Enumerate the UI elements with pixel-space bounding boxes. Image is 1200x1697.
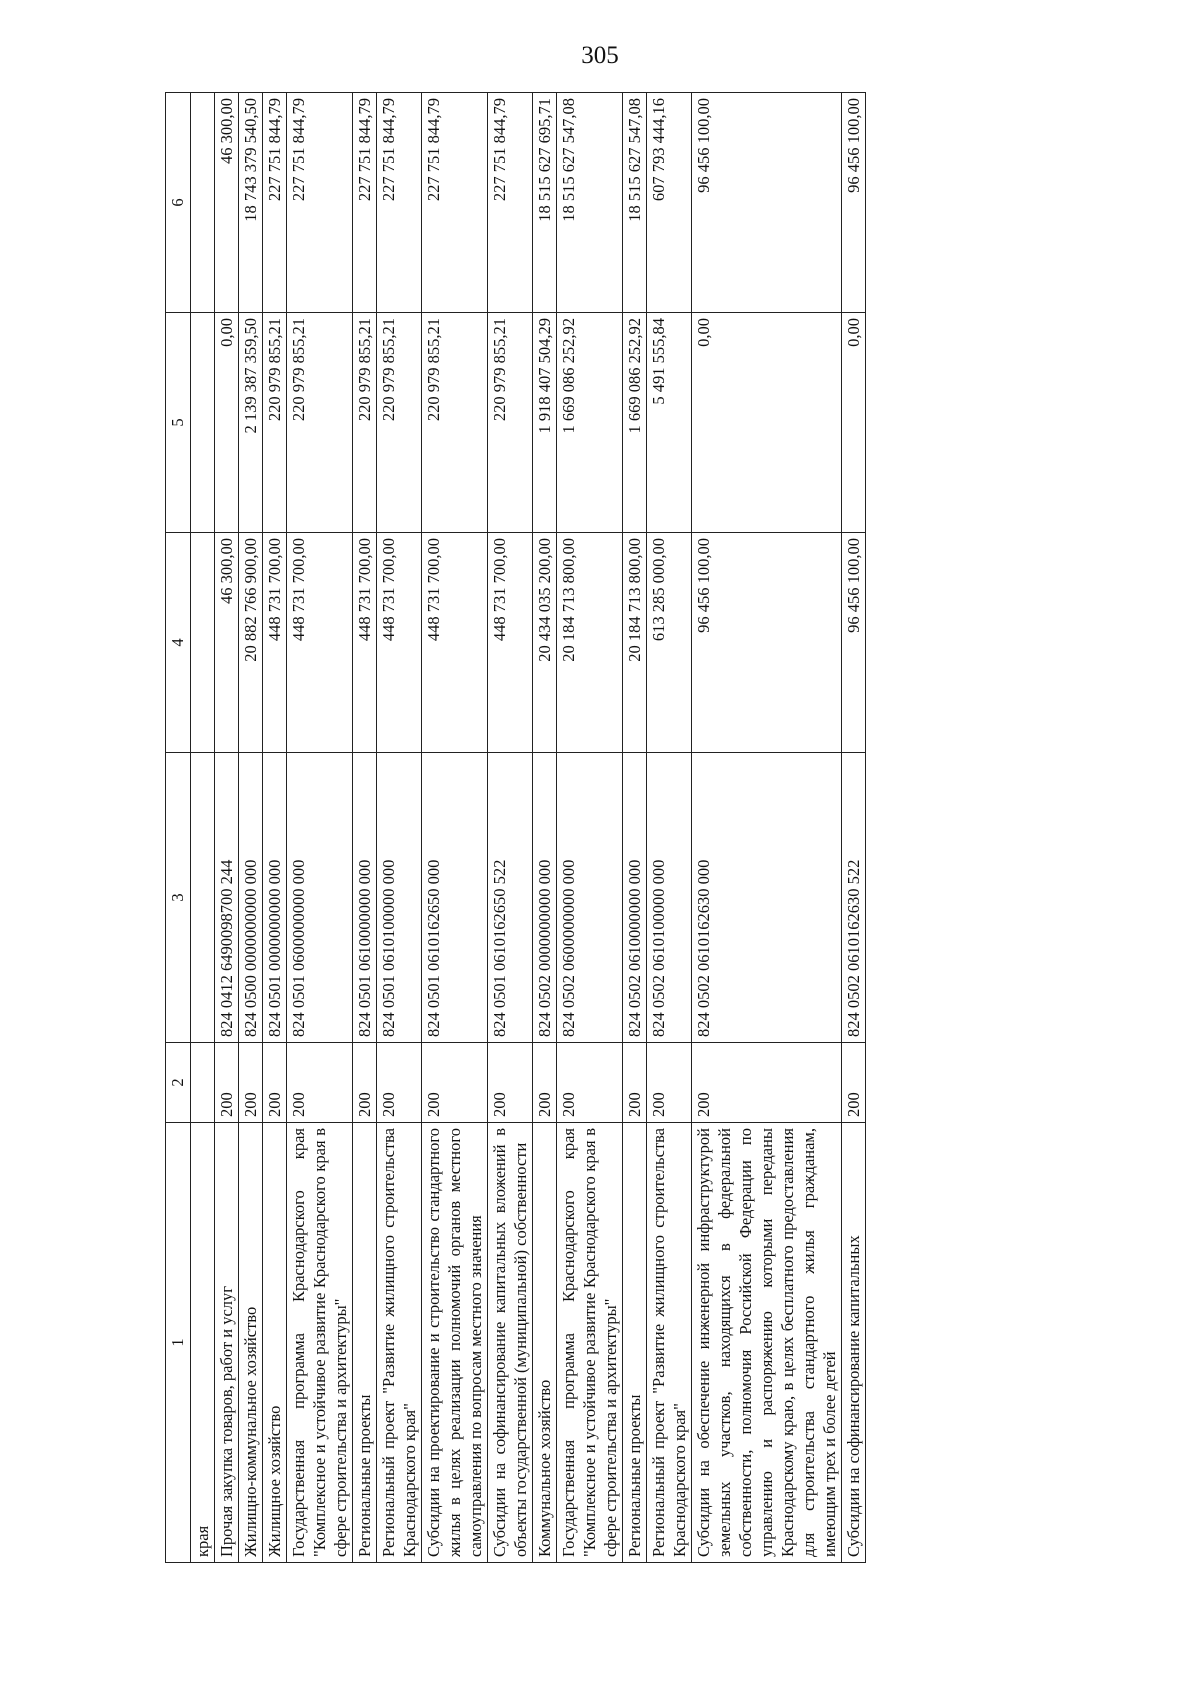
table-cell-c6: 18 515 627 695,71 — [533, 93, 557, 313]
table-cell-name: Прочая закупка товаров, работ и услуг — [215, 1123, 239, 1563]
table-cell-code: 824 0500 0000000000 000 — [239, 753, 263, 1043]
table-cell-code: 824 0412 6490098700 244 — [215, 753, 239, 1043]
table-row — [215, 93, 239, 1563]
table-cell-name: Региональные проекты — [353, 1123, 377, 1563]
page-number: 305 — [581, 42, 619, 69]
table-row — [191, 93, 215, 1563]
table-cell-code: 824 0502 0610162630 000 — [692, 753, 842, 1043]
table-cell-sec: 200 — [422, 1043, 488, 1123]
table-cell-sec — [191, 1043, 215, 1123]
table-cell-name: Региональные проекты — [623, 1123, 647, 1563]
table-cell-c5: 220 979 855,21 — [263, 313, 287, 533]
table-row — [842, 93, 866, 1563]
table-cell-c6: 227 751 844,79 — [287, 93, 353, 313]
table-cell-sec: 200 — [647, 1043, 692, 1123]
table-cell-sec: 200 — [263, 1043, 287, 1123]
header-cell: 5 — [166, 313, 191, 533]
table-cell-c6: 18 515 627 547,08 — [557, 93, 623, 313]
table-cell-c6: 227 751 844,79 — [263, 93, 287, 313]
table-cell-c6: 18 515 627 547,08 — [623, 93, 647, 313]
table-row — [488, 93, 533, 1563]
table-cell-name: Субсидии на обеспечение инженерной инфраструктурой земельных участков, находящихся в федеральной собственности, полномочия Российской Федерации по управлению и распоряжению которыми переданы Краснодарскому краю, в целях бесплатного предоставления для строительства стандартного жилья гражданам, имеющим трех и более детей — [692, 1123, 842, 1563]
table-cell-c6: 227 751 844,79 — [377, 93, 422, 313]
table-row — [353, 93, 377, 1563]
header-row — [166, 93, 191, 1563]
table-cell-c6: 227 751 844,79 — [488, 93, 533, 313]
table-cell-c6: 96 456 100,00 — [692, 93, 842, 313]
table-cell-c5: 1 918 407 504,29 — [533, 313, 557, 533]
table-cell-name: Государственная программа Краснодарского края "Комплексное и устойчивое развитие Краснодарского края в сфере строительства и архитектуры" — [557, 1123, 623, 1563]
table-cell-c4: 448 731 700,00 — [377, 533, 422, 753]
table-cell-name: Субсидии на софинансирование капитальных — [842, 1123, 866, 1563]
table-row — [377, 93, 422, 1563]
table-cell-sec: 200 — [239, 1043, 263, 1123]
table-cell-sec: 200 — [623, 1043, 647, 1123]
table-cell-c5: 220 979 855,21 — [422, 313, 488, 533]
table-cell-c4: 20 184 713 800,00 — [557, 533, 623, 753]
table-cell-c5: 220 979 855,21 — [377, 313, 422, 533]
table-cell-c6 — [191, 93, 215, 313]
table-cell-code: 824 0501 0610000000 000 — [353, 753, 377, 1043]
header-cell: 3 — [166, 753, 191, 1043]
table-cell-name: Государственная программа Краснодарского края "Комплексное и устойчивое развитие Краснодарского края в сфере строительства и архитектуры" — [287, 1123, 353, 1563]
table-row — [623, 93, 647, 1563]
table-cell-name: Субсидии на софинансирование капитальных вложений в объекты государственной (муниципальной) собственности — [488, 1123, 533, 1563]
table-cell-code: 824 0501 0000000000 000 — [263, 753, 287, 1043]
table-cell-name: Региональный проект "Развитие жилищного строительства Краснодарского края" — [377, 1123, 422, 1563]
table-cell-c4 — [191, 533, 215, 753]
table-cell-c6: 18 743 379 540,50 — [239, 93, 263, 313]
table-cell-c5: 2 139 387 359,50 — [239, 313, 263, 533]
table-cell-sec: 200 — [842, 1043, 866, 1123]
table-cell-c5: 220 979 855,21 — [353, 313, 377, 533]
table-cell-c4: 96 456 100,00 — [842, 533, 866, 753]
table-cell-c4: 20 184 713 800,00 — [623, 533, 647, 753]
table-cell-c5: 5 491 555,84 — [647, 313, 692, 533]
table-row — [239, 93, 263, 1563]
table-cell-code: 824 0502 0000000000 000 — [533, 753, 557, 1043]
table-cell-code: 824 0501 0610162650 522 — [488, 753, 533, 1043]
table-cell-sec: 200 — [215, 1043, 239, 1123]
table-cell-c4: 20 434 035 200,00 — [533, 533, 557, 753]
header-cell: 4 — [166, 533, 191, 753]
header-cell: 6 — [166, 93, 191, 313]
table-cell-c6: 607 793 444,16 — [647, 93, 692, 313]
table-cell-code: 824 0502 0610162630 522 — [842, 753, 866, 1043]
table-row — [647, 93, 692, 1563]
table-cell-sec: 200 — [488, 1043, 533, 1123]
table-cell-code: 824 0502 0600000000 000 — [557, 753, 623, 1043]
table-cell-c6: 227 751 844,79 — [353, 93, 377, 313]
table-cell-code: 824 0501 0600000000 000 — [287, 753, 353, 1043]
table-cell-c5: 1 669 086 252,92 — [557, 313, 623, 533]
table-cell-c4: 613 285 000,00 — [647, 533, 692, 753]
table-cell-sec: 200 — [353, 1043, 377, 1123]
table-cell-c6: 96 456 100,00 — [842, 93, 866, 313]
table-cell-sec: 200 — [692, 1043, 842, 1123]
table-row — [692, 93, 842, 1563]
table-cell-name: Региональный проект "Развитие жилищного строительства Краснодарского края" — [647, 1123, 692, 1563]
table-cell-name: Коммунальное хозяйство — [533, 1123, 557, 1563]
table-cell-code: 824 0501 0610100000 000 — [377, 753, 422, 1043]
table-cell-sec: 200 — [287, 1043, 353, 1123]
table-cell-c5: 0,00 — [842, 313, 866, 533]
table-cell-c6: 227 751 844,79 — [422, 93, 488, 313]
table-cell-code: 824 0502 0610000000 000 — [623, 753, 647, 1043]
table-cell-name: Жилищное хозяйство — [263, 1123, 287, 1563]
table-cell-code — [191, 753, 215, 1043]
table-row — [533, 93, 557, 1563]
table-cell-c5 — [191, 313, 215, 533]
table-cell-c4: 448 731 700,00 — [488, 533, 533, 753]
budget-table — [165, 92, 866, 1563]
table-cell-c5: 1 669 086 252,92 — [623, 313, 647, 533]
header-cell: 2 — [166, 1043, 191, 1123]
table-row — [263, 93, 287, 1563]
table-cell-sec: 200 — [557, 1043, 623, 1123]
table-row — [557, 93, 623, 1563]
table-cell-c5: 220 979 855,21 — [488, 313, 533, 533]
table-cell-name: Субсидии на проектирование и строительство стандартного жилья в целях реализации полномочий органов местного самоуправления по вопросам местного значения — [422, 1123, 488, 1563]
table-cell-name: Жилищно-коммунальное хозяйство — [239, 1123, 263, 1563]
table-cell-c4: 96 456 100,00 — [692, 533, 842, 753]
table-cell-c4: 46 300,00 — [215, 533, 239, 753]
table-cell-code: 824 0501 0610162650 000 — [422, 753, 488, 1043]
table-cell-c5: 220 979 855,21 — [287, 313, 353, 533]
table-cell-name: края — [191, 1123, 215, 1563]
table-cell-c4: 448 731 700,00 — [422, 533, 488, 753]
table-cell-c4: 448 731 700,00 — [353, 533, 377, 753]
table-cell-sec: 200 — [377, 1043, 422, 1123]
header-cell: 1 — [166, 1123, 191, 1563]
table-cell-c4: 448 731 700,00 — [263, 533, 287, 753]
table-cell-c6: 46 300,00 — [215, 93, 239, 313]
table-cell-c4: 20 882 766 900,00 — [239, 533, 263, 753]
table-row — [422, 93, 488, 1563]
table-cell-c5: 0,00 — [215, 313, 239, 533]
table-cell-c4: 448 731 700,00 — [287, 533, 353, 753]
rotated-table-area — [165, 93, 1125, 1563]
table-cell-code: 824 0502 0610100000 000 — [647, 753, 692, 1043]
table-cell-sec: 200 — [533, 1043, 557, 1123]
table-row — [287, 93, 353, 1563]
table-cell-c5: 0,00 — [692, 313, 842, 533]
